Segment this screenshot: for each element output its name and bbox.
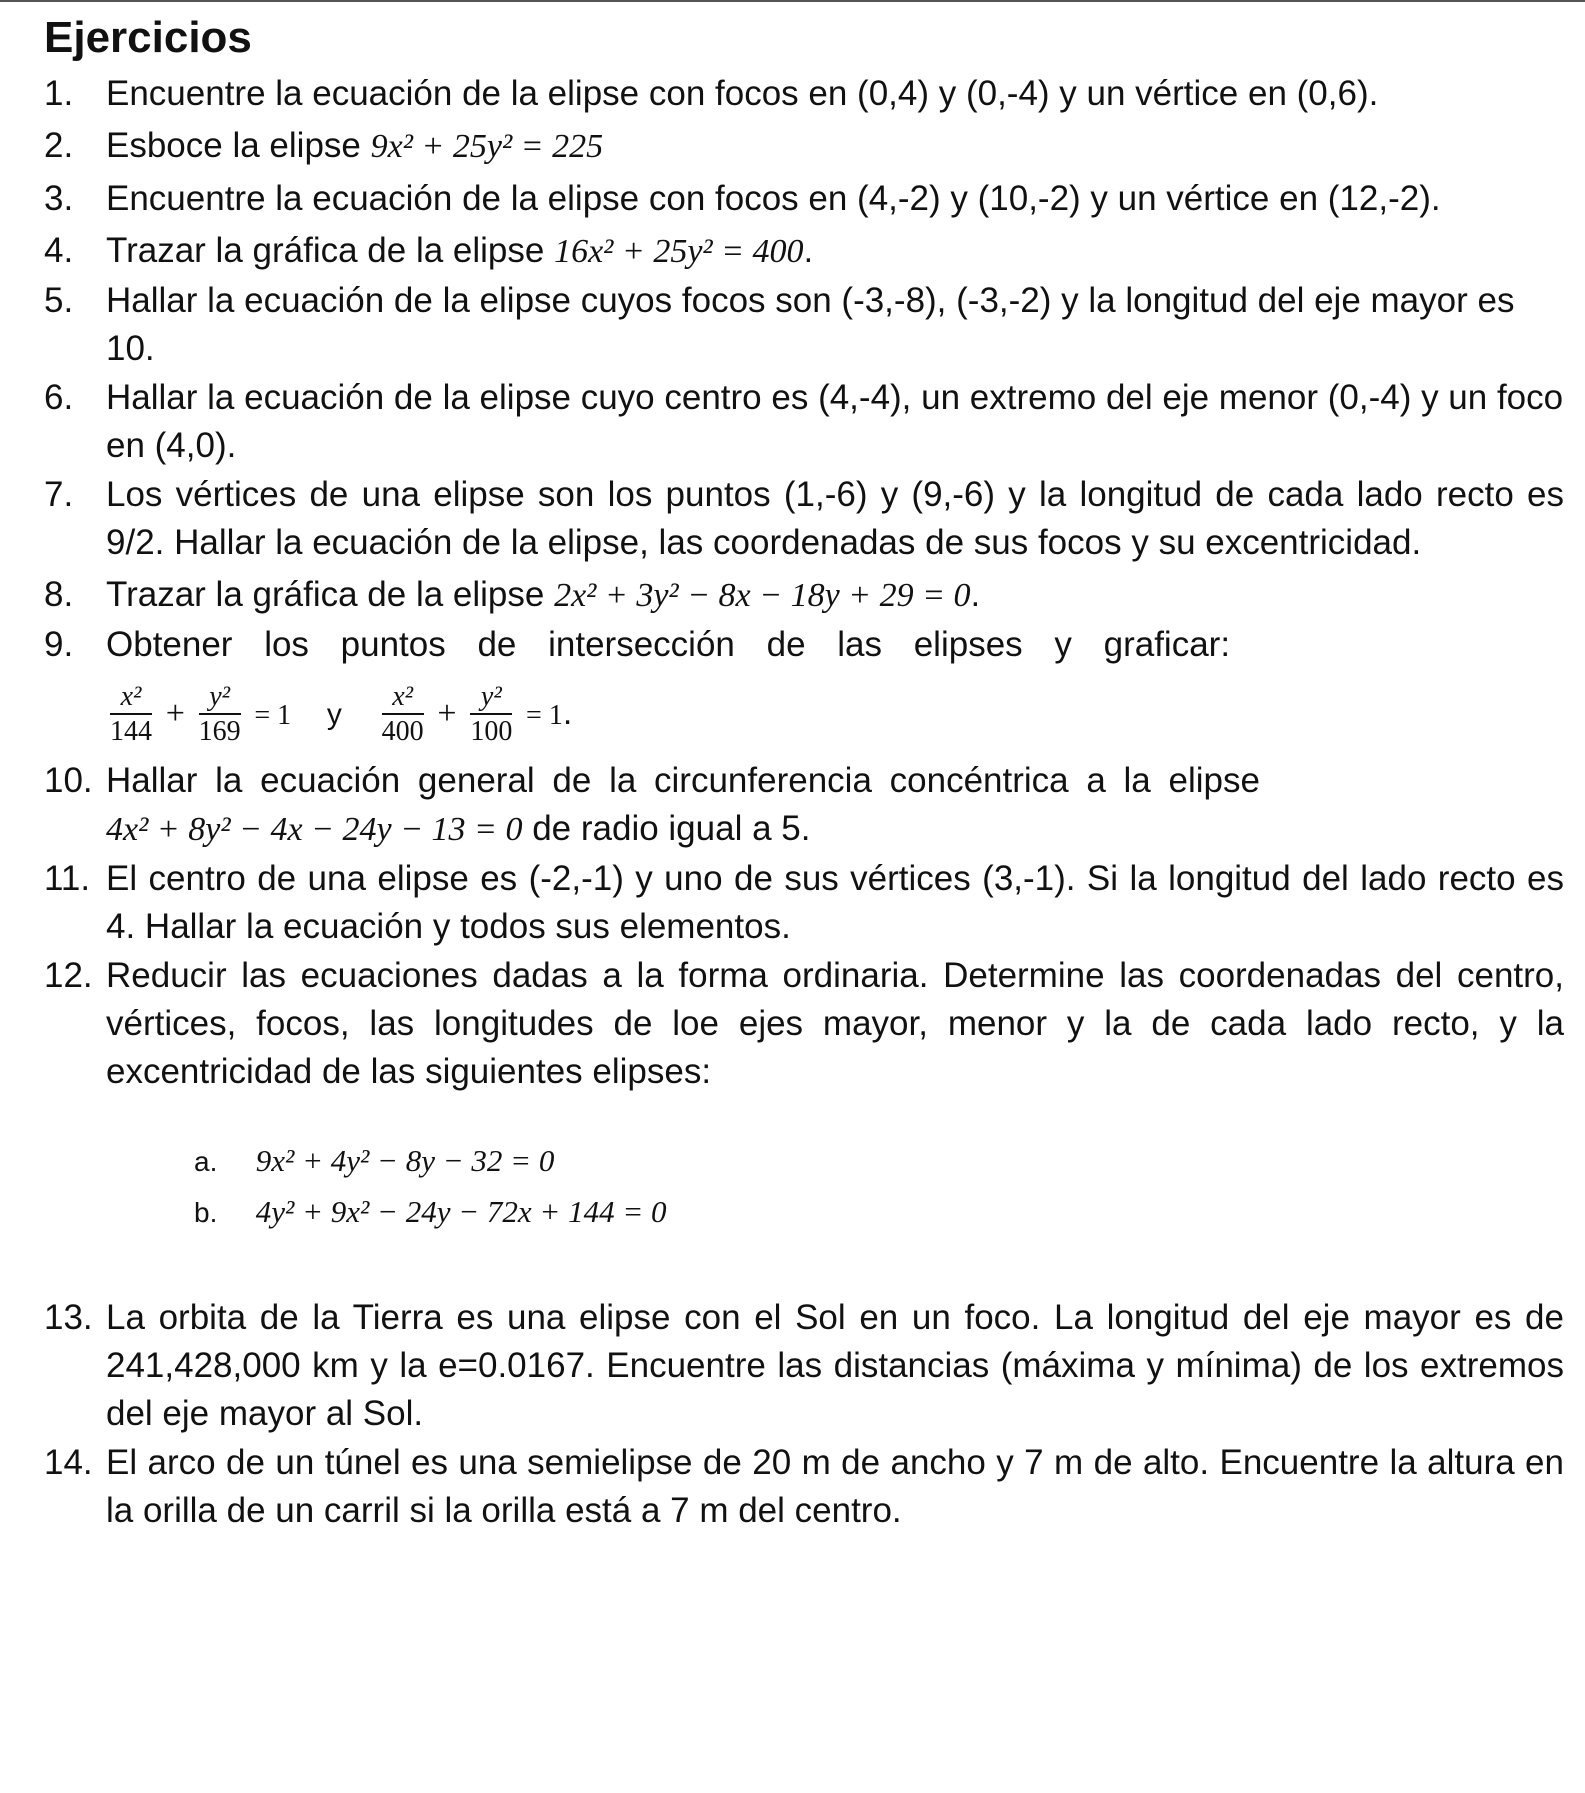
equation: 9x² + 25y² = 225 — [370, 128, 604, 165]
exercise-11 — [44, 855, 1564, 951]
equation: 2x² + 3y² − 8x − 18y + 29 = 0 — [554, 577, 971, 614]
exercise-number: 7. — [44, 475, 74, 514]
exercise-text: Obtener los puntos de intersección de las elipses y graficar: — [106, 625, 1231, 664]
exercise-text: Encuentre la ecuación de la elipse con focos en (0,4) y (0,-4) y un vértice en (0,6). — [106, 74, 1379, 113]
exercise-number: 9. — [44, 625, 74, 664]
exercise-7 — [44, 471, 1564, 567]
exercise-text: Reducir las ecuaciones dadas a la forma ordinaria. Determine las coordenadas del centro, vértices, focos, las longitudes de loe ejes mayor, menor y la de cada lado recto, y la excentricidad de las siguientes elipses: — [106, 956, 1564, 1091]
exercise-text: La orbita de la Tierra es una elipse con el Sol en un foco. La longitud del eje mayor es de 241,428,000 km y la e=0.0167. Encuentre las distancias (máxima y mínima) de los extremos del eje mayor al Sol. — [106, 1298, 1564, 1433]
fraction: $\frac{\text{x²}}{144}$ — [110, 680, 152, 747]
exercise-text: Los vértices de una elipse son los puntos (1,-6) y (9,-6) y la longitud de cada lado recto es 9/2. Hallar la ecuación de la elipse, las coordenadas de sus focos y su excentricidad. — [106, 475, 1564, 562]
fraction: $\frac{\text{y²}}{100}$ — [470, 680, 513, 747]
exercise-5 — [44, 277, 1564, 373]
exercise-8 — [44, 571, 1564, 620]
exercise-number: 5. — [44, 281, 74, 320]
exercise-number: 1. — [44, 74, 74, 113]
page-title: Ejercicios — [44, 13, 252, 62]
period: . — [970, 576, 981, 614]
exercise-12 — [44, 952, 1564, 1096]
exercise-number: 10. — [44, 761, 93, 800]
exercise-10 — [44, 757, 1564, 854]
exercise-6 — [44, 374, 1564, 470]
exercise-number: 4. — [44, 231, 74, 270]
exercise-13 — [44, 1294, 1564, 1438]
exercise-number: 12. — [44, 956, 93, 995]
exercise-9 — [44, 621, 1564, 756]
exercise-1 — [44, 70, 1564, 118]
fraction: $\frac{\text{x²}}{400}$ — [381, 680, 424, 747]
top-rule — [0, 0, 1585, 2]
exercise-text: Hallar la ecuación de la elipse cuyos focos son (-3,-8), (-3,-2) y la longitud del eje mayor es 10. — [106, 281, 1515, 368]
exercise-number: 3. — [44, 179, 74, 218]
exercise-number: 11. — [44, 859, 91, 898]
document-page — [44, 12, 1564, 1536]
exercise-2 — [44, 122, 1564, 171]
equation: 9x² + 4y² − 8y − 32 = 0 — [255, 1143, 555, 1178]
exercise-text: Hallar la ecuación general de la circunferencia concéntrica a la elipse — [106, 761, 1260, 800]
sub-letter: b. — [194, 1197, 218, 1228]
sub-exercise-b — [194, 1187, 1564, 1238]
exercise-number: 2. — [44, 126, 74, 165]
exercise-3 — [44, 175, 1564, 223]
exercise-text: El arco de un túnel es una semielipse de 20 m de ancho y 7 m de alto. Encuentre la altura en la orilla de un carril si la orilla está a 7 m del centro. — [106, 1443, 1564, 1530]
sub-exercise-list — [194, 1136, 1564, 1238]
sub-letter: a. — [194, 1146, 218, 1177]
exercise-text: Trazar la gráfica de la elipse — [106, 231, 545, 270]
exercise-text-tail: de radio igual a 5. — [532, 809, 811, 848]
period: . — [803, 232, 814, 270]
exercise-number: 8. — [44, 575, 74, 614]
exercise-number: 14. — [44, 1443, 93, 1482]
exercise-number: 6. — [44, 378, 74, 417]
exercise-text: Hallar la ecuación de la elipse cuyo centro es (4,-4), un extremo del eje menor (0,-4) y un foco en (4,0). — [106, 378, 1564, 465]
connector: y — [326, 698, 342, 731]
equation: 16x² + 25y² = 400 — [554, 233, 804, 270]
exercise-text: Esboce la elipse — [106, 126, 361, 165]
fraction: $\frac{\text{y²}}{169}$ — [198, 680, 241, 747]
ellipse-equations: $\frac{\text{x²}}{144}$ + $\frac{\text{y²}}{169}$ = 1 y $\frac{\text{x²}}{400}$ + $\frac{\text{y²}}{100}$ = 1. — [110, 680, 573, 747]
exercise-text: Trazar la gráfica de la elipse — [106, 575, 545, 614]
equation: 4y² + 9x² − 24y − 72x + 144 = 0 — [255, 1194, 667, 1229]
exercise-number: 13. — [44, 1298, 93, 1337]
exercise-text: Encuentre la ecuación de la elipse con focos en (4,-2) y (10,-2) y un vértice en (12,-2). — [106, 179, 1441, 218]
exercise-14 — [44, 1439, 1564, 1535]
exercise-4 — [44, 227, 1564, 276]
sub-exercise-a — [194, 1136, 1564, 1187]
equation: 4x² + 8y² − 4x − 24y − 13 = 0 — [106, 811, 523, 848]
exercise-text: El centro de una elipse es (-2,-1) y uno de sus vértices (3,-1). Si la longitud del lado recto es 4. Hallar la ecuación y todos sus elementos. — [106, 859, 1564, 946]
